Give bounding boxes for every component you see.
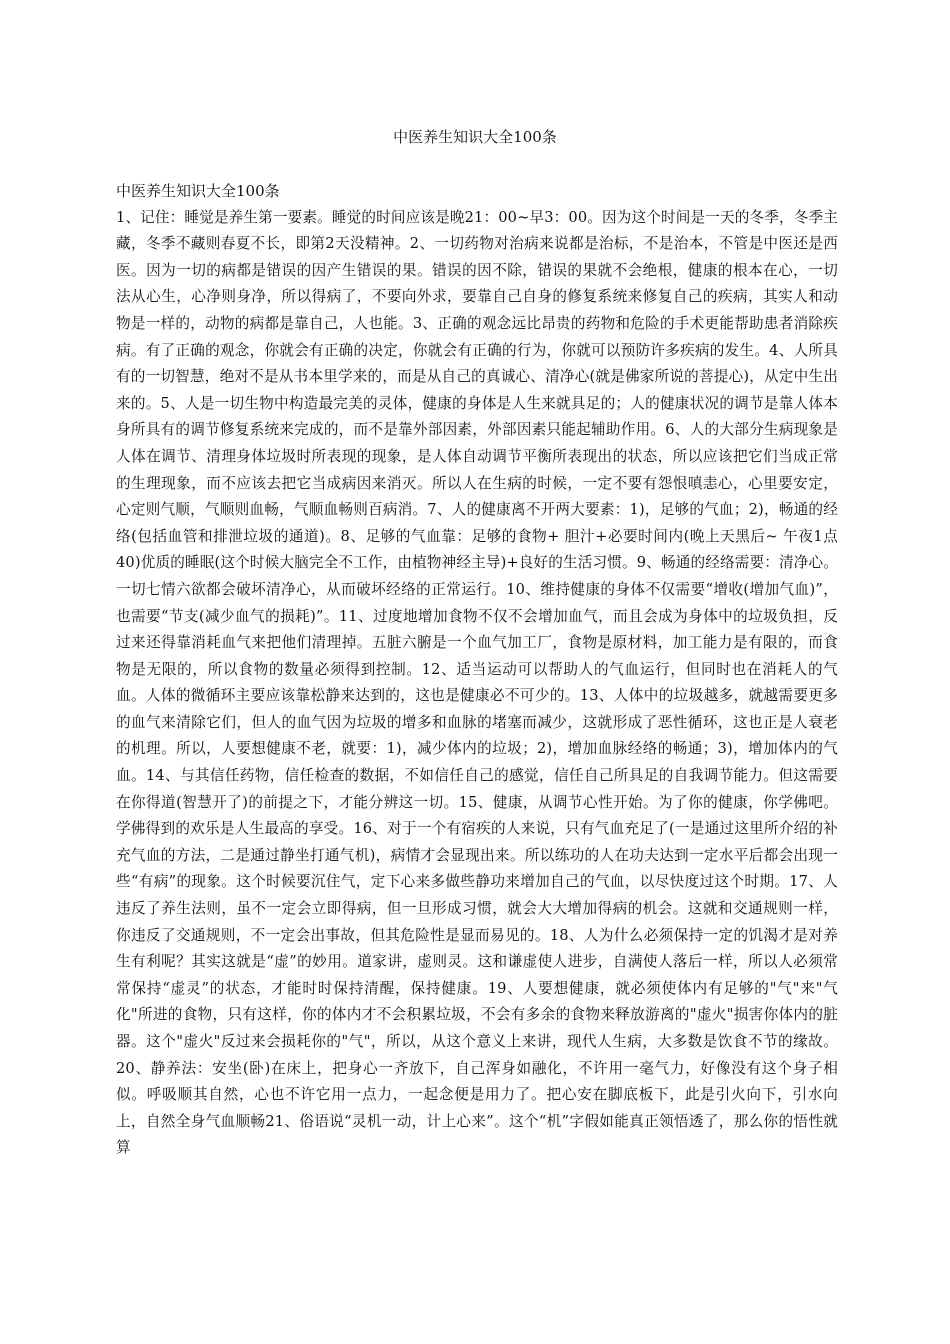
document-content [116,178,838,1162]
document-body: 1、记住：睡觉是养生第一要素。睡觉的时间应该是晚21：00~早3：00。因为这个时间是一天的冬季，冬季主藏，冬季不藏则春夏不长，即第2天没精神。2、一切药物对治病来说都是治标，不是治本，不管是中医还是西医。因为一切的病都是错误的因产生错误的果。错误的因不除，错误的果就不会绝根，健康的根本在心，一切法从心生，心净则身净，所以得病了，不要向外求，要靠自己自身的修复系统来修复自己的疾病，其实人和动物是一样的，动物的病都是靠自己，人也能。3、正确的观念远比昂贵的药物和危险的手术更能帮助患者消除疾病。有了正确的观念，你就会有正确的决定，你就会有正确的行为，你就可以预防许多疾病的发生。4、人所具有的一切智慧，绝对不是从书本里学来的，而是从自己的真诚心、清净心(就是佛家所说的菩提心)，从定中生出来的。5、人是一切生物中构造最完美的灵体，健康的身体是人生来就具足的；人的健康状况的调节是靠人体本身所具有的调节修复系统来完成的，而不是靠外部因素，外部因素只能起辅助作用。6、人的大部分生病现象是人体在调节、清理身体垃圾时所表现的现象，是人体自动调节平衡所表现出的状态，所以应该把它们当成正常的生理现象，而不应该去把它当成病因来消灭。所以人在生病的时候，一定不要有怨恨嗔恚心，心里要安定，心定则气顺，气顺则血畅，气顺血畅则百病消。7、人的健康离不开两大要素：1)，足够的气血；2)，畅通的经络(包括血管和排泄垃圾的通道)。8、足够的气血靠：足够的食物+ 胆汁+必要时间内(晚上天黑后~ 午夜1点40)优质的睡眠(这个时候大脑完全不工作，由植物神经主导)+良好的生活习惯。9、畅通的经络需要：清净心。一切七情六欲都会破坏清净心，从而破坏经络的正常运行。10、维持健康的身体不仅需要“增收(增加气血)”，也需要“节支(减少血气的损耗)”。11、过度地增加食物不仅不会增加血气，而且会成为身体中的垃圾负担，反过来还得靠消耗血气来把他们清理掉。五脏六腑是一个血气加工厂，食物是原材料，加工能力是有限的，而食物是无限的，所以食物的数量必须得到控制。12、适当运动可以帮助人的气血运行，但同时也在消耗人的气血。人体的微循环主要应该靠松静来达到的，这也是健康必不可少的。13、人体中的垃圾越多，就越需要更多的血气来清除它们，但人的血气因为垃圾的增多和血脉的堵塞而减少，这就形成了恶性循环，这也正是人衰老的机理。所以，人要想健康不老，就要：1)，减少体内的垃圾；2)，增加血脉经络的畅通；3)，增加体内的气血。14、与其信任药物，信任检查的数据，不如信任自己的感觉，信任自己所具足的自我调节能力。但这需要在你得道(智慧开了)的前提之下，才能分辨这一切。15、健康，从调节心性开始。为了你的健康，你学佛吧。学佛得到的欢乐是人生最高的享受。16、对于一个有宿疾的人来说，只有气血充足了(一是通过这里所介绍的补充气血的方法，二是通过静坐打通气机)，病情才会显现出来。所以练功的人在功夫达到一定水平后都会出现一些“有病”的现象。这个时候要沉住气，定下心来多做些静功来增加自己的气血，以尽快度过这个时期。17、人违反了养生法则，虽不一定会立即得病，但一旦形成习惯，就会大大增加得病的机会。这就和交通规则一样，你违反了交通规则，不一定会出事故，但其危险性是显而易见的。18、人为什么必须保持一定的饥渴才是对养生有利呢？其实这就是“虚”的妙用。道家讲，虚则灵。这和谦虚使人进步，自满使人落后一样，所以人必须常常保持“虚灵”的状态，才能时时保持清醒，保持健康。19、人要想健康，就必须使体内有足够的"气"来"气化"所进的食物，只有这样，你的体内才不会积累垃圾，不会有多余的食物来释放游离的"虚火"损害你体内的脏器。这个"虚火"反过来会损耗你的"气"，所以，从这个意义上来讲，现代人生病，大多数是饮食不节的缘故。20、静养法：安坐(卧)在床上，把身心一齐放下，自己浑身如融化，不许用一毫气力，好像没有这个身子相似。呼吸顺其自然，心也不许它用一点力，一起念便是用力了。把心安在脚底板下，此是引火向下，引水向上，自然全身气血顺畅21、俗语说“灵机一动，计上心来”。这个“机”字假如能真正领悟透了，那么你的悟性就算 [116,208,838,1157]
document-subtitle: 中医养生知识大全100条 [116,182,280,200]
document-title: 中医养生知识大全100条 [393,128,557,146]
